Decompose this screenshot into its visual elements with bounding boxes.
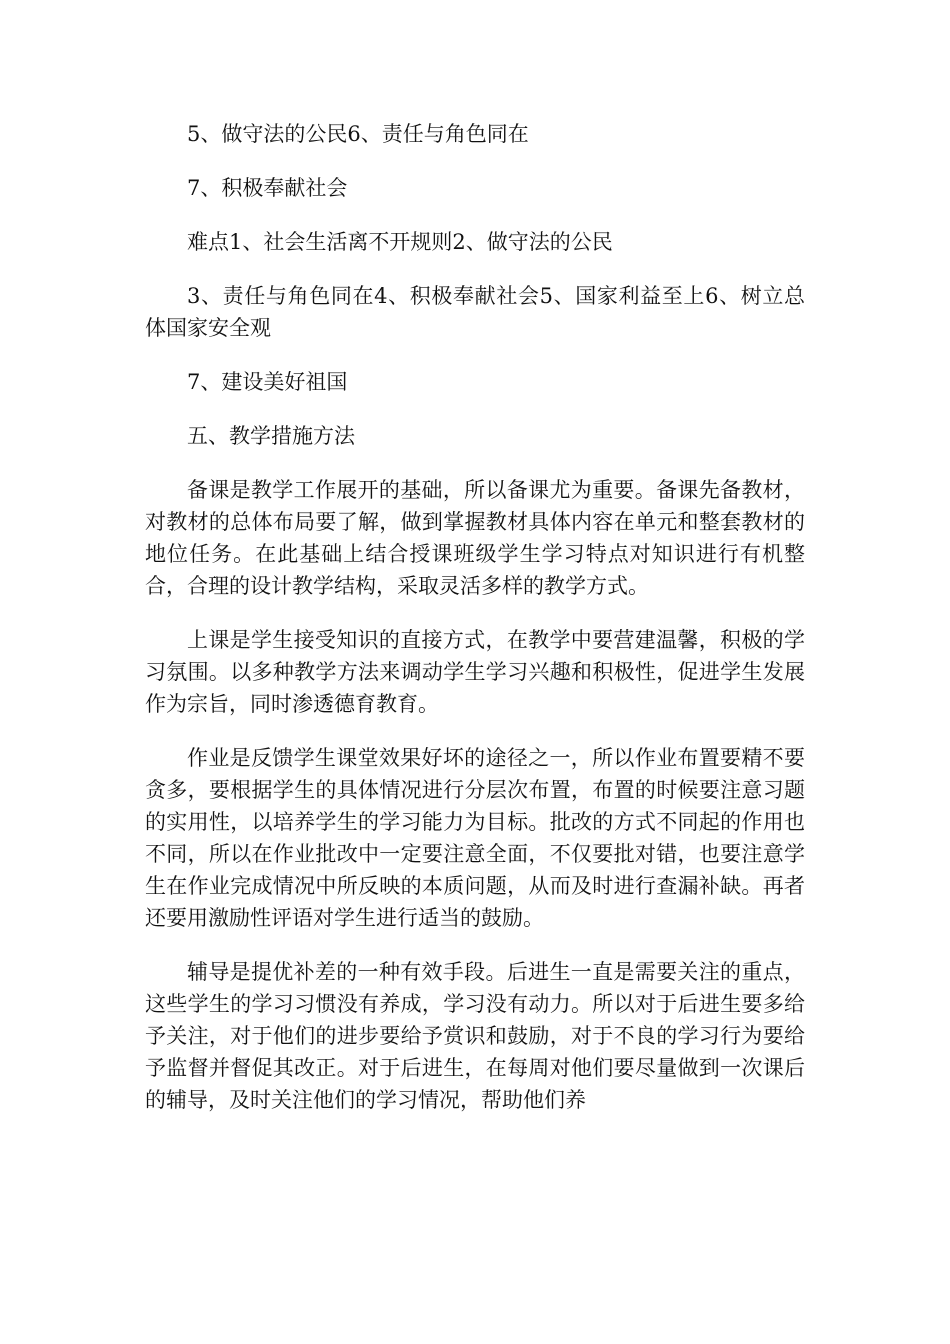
paragraph-tutoring: 辅导是提优补差的一种有效手段。后进生一直是需要关注的重点，这些学生的学习习惯没有养成，学习没有动力。所以对于后进生要多给予关注，对于他们的进步要给予赏识和鼓励，对于不良的学习行为要给予监督并督促其改正。对于后进生，在每周对他们要尽量做到一次课后的辅导，及时关注他们的学习情况，帮助他们养 bbox=[145, 960, 805, 1112]
document-body bbox=[145, 118, 805, 1138]
paragraph-homework: 作业是反馈学生课堂效果好坏的途径之一，所以作业布置要精不要贪多，要根据学生的具体情况进行分层次布置，布置的时候要注意习题的实用性，以培养学生的学习能力为目标。批改的方式不同起的作用也不同，所以在作业批改中一定要注意全面，不仅要批对错，也要注意学生在作业完成情况中所反映的本质问题，从而及时进行查漏补缺。再者还要用激励性评语对学生进行适当的鼓励。 bbox=[145, 746, 805, 930]
paragraph-classroom-teaching: 上课是学生接受知识的直接方式，在教学中要营建温馨，积极的学习氛围。以多种教学方法来调动学生学习兴趣和积极性，促进学生发展作为宗旨，同时渗透德育教育。 bbox=[145, 628, 805, 716]
paragraph-key-point-7: 7、积极奉献社会 bbox=[187, 176, 348, 200]
section-heading-teaching-methods: 五、教学措施方法 bbox=[187, 424, 355, 448]
paragraph-difficulty-7: 7、建设美好祖国 bbox=[187, 370, 348, 394]
paragraph-lesson-preparation: 备课是教学工作展开的基础，所以备课尤为重要。备课先备教材，对教材的总体布局要了解，做到掌握教材具体内容在单元和整套教材的地位任务。在此基础上结合授课班级学生学习特点对知识进行有机整合，合理的设计教学结构，采取灵活多样的教学方式。 bbox=[145, 478, 805, 598]
paragraph-difficulty-3-6: 3、责任与角色同在4、积极奉献社会5、国家利益至上6、树立总体国家安全观 bbox=[145, 284, 805, 340]
paragraph-key-point-5-6: 5、做守法的公民6、责任与角色同在 bbox=[187, 122, 529, 146]
paragraph-difficulty-1-2: 难点1、社会生活离不开规则2、做守法的公民 bbox=[187, 230, 613, 254]
